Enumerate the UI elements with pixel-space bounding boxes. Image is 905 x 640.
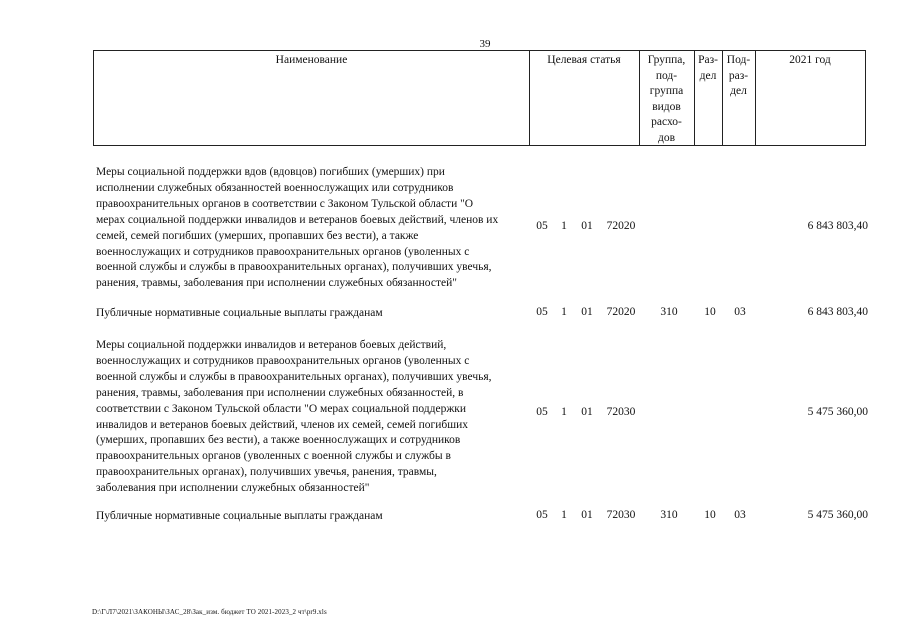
- code-main-event: 01: [581, 406, 593, 418]
- table-row: [96, 165, 868, 295]
- row-name: [96, 509, 526, 525]
- row-name-line: военной службы и службы в правоохранительных органах), получивших увечья,: [96, 261, 492, 274]
- page-number: 39: [479, 38, 491, 50]
- row-name-line: заболевания при исполнении служебных обязанностей": [96, 482, 370, 495]
- header-subsection-line: Под-: [726, 54, 751, 66]
- row-name: [96, 306, 526, 322]
- header-target-article: Целевая статья: [547, 54, 621, 66]
- code-main-event: 01: [581, 220, 593, 232]
- header-name: Наименование: [275, 54, 348, 66]
- row-name: [96, 338, 526, 497]
- row-name-line: мерах социальной поддержки инвалидов и ветеранов боевых действий, членов их: [96, 213, 499, 226]
- row-name-line: исполнении служебных обязанностей военнослужащих или сотрудников: [96, 181, 454, 194]
- row-name-line: Публичные нормативные социальные выплаты гражданам: [96, 510, 383, 522]
- header-group-line: под-: [655, 69, 678, 82]
- row-name-line: соответствии с Законом Тульской области "О мерах социальной поддержки: [96, 402, 467, 415]
- code-section: 10: [704, 509, 716, 521]
- row-name: [96, 165, 526, 292]
- code-subprogram: 1: [561, 220, 567, 232]
- code-direction: 72020: [606, 306, 636, 318]
- code-expense-group: 310: [660, 306, 678, 318]
- header-group: [639, 51, 694, 145]
- header-subsection-line: дел: [730, 85, 747, 97]
- table-row: [96, 306, 868, 322]
- row-name-line: (умерших, пропавших без вести), а также военнослужащих и сотрудников: [96, 434, 461, 447]
- row-name-line: правоохранительных органах), получивших увечья, ранения, травмы,: [96, 466, 437, 479]
- header-group-line: дов: [657, 131, 676, 144]
- header-section-line: дел: [699, 69, 717, 82]
- row-name-line: инвалидов и ветеранов боевых действий, членов их семей, семей погибших: [96, 418, 469, 431]
- code-program: 05: [536, 220, 548, 232]
- table-row: [96, 509, 868, 525]
- code-main-event: 01: [581, 306, 593, 318]
- header-group-line: расхо-: [651, 116, 682, 128]
- table-row: [96, 338, 868, 498]
- table-header: [93, 50, 866, 146]
- header-group-line: Группа,: [647, 54, 686, 66]
- row-amount: 5 475 360,00: [807, 406, 868, 418]
- header-group-line: видов: [652, 100, 681, 113]
- code-direction: 72030: [606, 509, 636, 521]
- row-name-line: военной службы и службы в правоохранительных органах), получивших увечья,: [96, 370, 492, 383]
- code-program: 05: [536, 509, 548, 521]
- code-main-event: 01: [581, 509, 593, 521]
- file-path: D:\Г\Л7\2021\ЗАКОНЫ\ЗАС_28\Зак_изм. бюджет ТО 2021-2023_2 чт\pr9.xls: [92, 608, 327, 616]
- row-name-line: Публичные нормативные социальные выплаты гражданам: [96, 307, 383, 319]
- code-subprogram: 1: [561, 306, 567, 318]
- header-section: [694, 51, 722, 145]
- row-name-line: военнослужащих и сотрудников правоохранительных органов (уволенных с: [96, 245, 470, 258]
- code-direction: 72020: [606, 220, 636, 232]
- code-program: 05: [536, 406, 548, 418]
- row-amount: 5 475 360,00: [807, 509, 868, 521]
- row-name-line: Меры социальной поддержки инвалидов и ветеранов боевых действий,: [96, 339, 447, 351]
- header-subsection: [722, 51, 755, 145]
- row-name-line: военнослужащих и сотрудников правоохранительных органов (уволенных с: [96, 354, 470, 367]
- row-amount: 6 843 803,40: [807, 306, 868, 318]
- code-subsection: 03: [734, 509, 746, 521]
- header-group-line: группа: [649, 85, 684, 97]
- header-section-line: Раз-: [698, 54, 718, 66]
- code-subsection: 03: [734, 306, 746, 318]
- header-subsection-line: раз-: [728, 69, 749, 82]
- row-name-line: правоохранительных органов в соответствии с Законом Тульской области "О: [96, 197, 474, 210]
- row-name-line: правоохранительных органов (уволенных с военной службы и службы в: [96, 450, 451, 463]
- row-amount: 6 843 803,40: [807, 220, 868, 232]
- code-direction: 72030: [606, 406, 636, 418]
- header-year: 2021 год: [789, 54, 831, 66]
- code-subprogram: 1: [561, 509, 567, 521]
- code-subprogram: 1: [561, 406, 567, 418]
- code-section: 10: [704, 306, 716, 318]
- row-name-line: семей, семей погибших (умерших, пропавших без вести), а также: [96, 229, 419, 242]
- row-name-line: ранения, травмы, заболевания при исполнении служебных обязанностей": [96, 277, 457, 290]
- code-program: 05: [536, 306, 548, 318]
- row-name-line: ранения, травмы, заболевания при исполнении служебных обязанностей, в: [96, 386, 464, 399]
- code-expense-group: 310: [660, 509, 678, 521]
- row-name-line: Меры социальной поддержки вдов (вдовцов) погибших (умерших) при: [96, 166, 445, 178]
